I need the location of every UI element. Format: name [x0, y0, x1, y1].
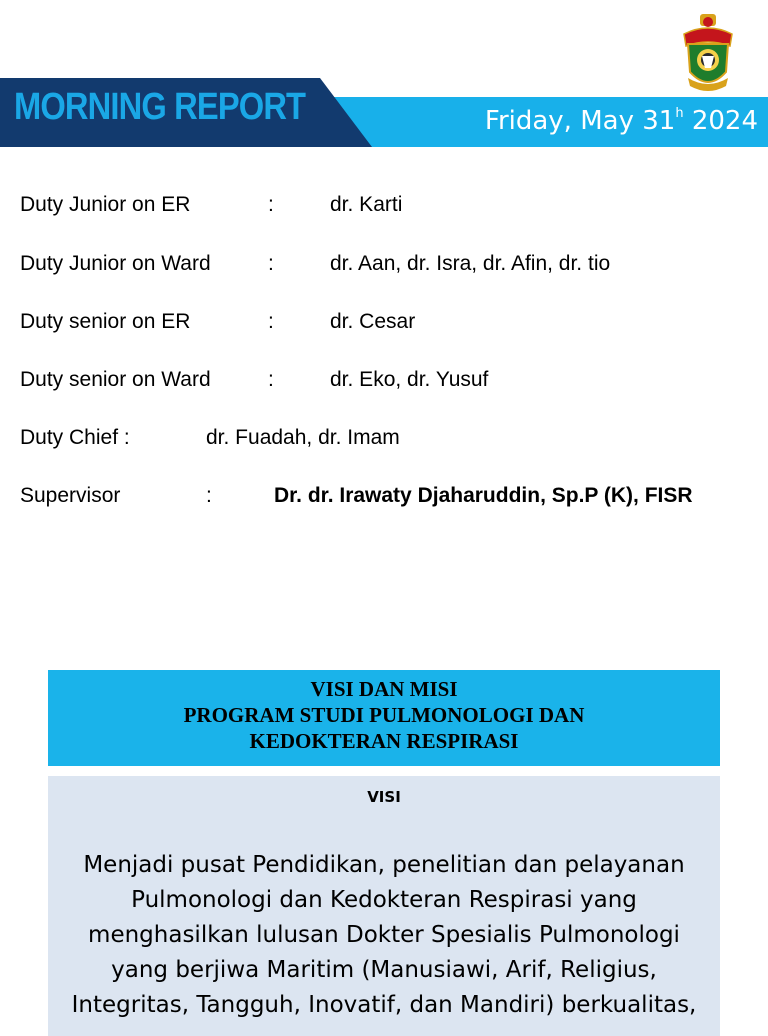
- visi-statement: [56, 848, 712, 1023]
- visi-panel: [48, 776, 720, 1036]
- roster-label: Duty Chief :: [20, 426, 130, 449]
- visi-label: VISI: [367, 788, 401, 806]
- visi-misi-header: [48, 670, 720, 766]
- roster-label: Duty senior on ER: [20, 310, 191, 333]
- report-date: [485, 106, 758, 136]
- visi-misi-title-line: PROGRAM STUDI PULMONOLOGI DAN: [183, 703, 585, 727]
- visi-misi-title-line: KEDOKTERAN RESPIRASI: [249, 729, 519, 753]
- roster-label: Supervisor: [20, 484, 121, 507]
- roster-separator: :: [268, 252, 274, 275]
- visi-statement-line: Integritas, Tangguh, Inovatif, dan Mandiri) berkualitas,: [71, 992, 697, 1018]
- university-crest-icon: [680, 12, 736, 96]
- roster-separator: :: [268, 368, 274, 391]
- roster-separator: :: [268, 193, 274, 216]
- roster-value: dr. Cesar: [330, 310, 416, 333]
- supervisor-name: Dr. dr. Irawaty Djaharuddin, Sp.P (K), FISR: [274, 484, 693, 507]
- visi-statement-line: yang berjiwa Maritim (Manusiawi, Arif, Religius,: [111, 957, 657, 983]
- roster-value: dr. Karti: [330, 193, 403, 216]
- roster-value: dr. Fuadah, dr. Imam: [206, 426, 400, 449]
- report-date-main: Friday, May 31: [484, 106, 676, 136]
- report-date-year: 2024: [683, 106, 758, 136]
- roster-label: Duty Junior on ER: [20, 193, 191, 216]
- roster-value: dr. Aan, dr. Isra, dr. Afin, dr. tio: [330, 252, 611, 275]
- page-title: MORNING REPORT: [14, 86, 306, 128]
- visi-misi-title-line: VISI DAN MISI: [310, 677, 458, 701]
- roster-separator: :: [206, 484, 212, 507]
- visi-statement-line: Pulmonologi dan Kedokteran Respirasi yang: [131, 887, 637, 913]
- roster-label: Duty senior on Ward: [20, 368, 211, 391]
- roster-value: dr. Eko, dr. Yusuf: [330, 368, 489, 391]
- report-date-suffix: h: [675, 106, 684, 121]
- visi-statement-line: menghasilkan lulusan Dokter Spesialis Pulmonologi: [88, 922, 680, 948]
- visi-statement-line: Menjadi pusat Pendidikan, penelitian dan pelayanan: [83, 852, 685, 878]
- roster-label: Duty Junior on Ward: [20, 252, 211, 275]
- roster-separator: :: [268, 310, 274, 333]
